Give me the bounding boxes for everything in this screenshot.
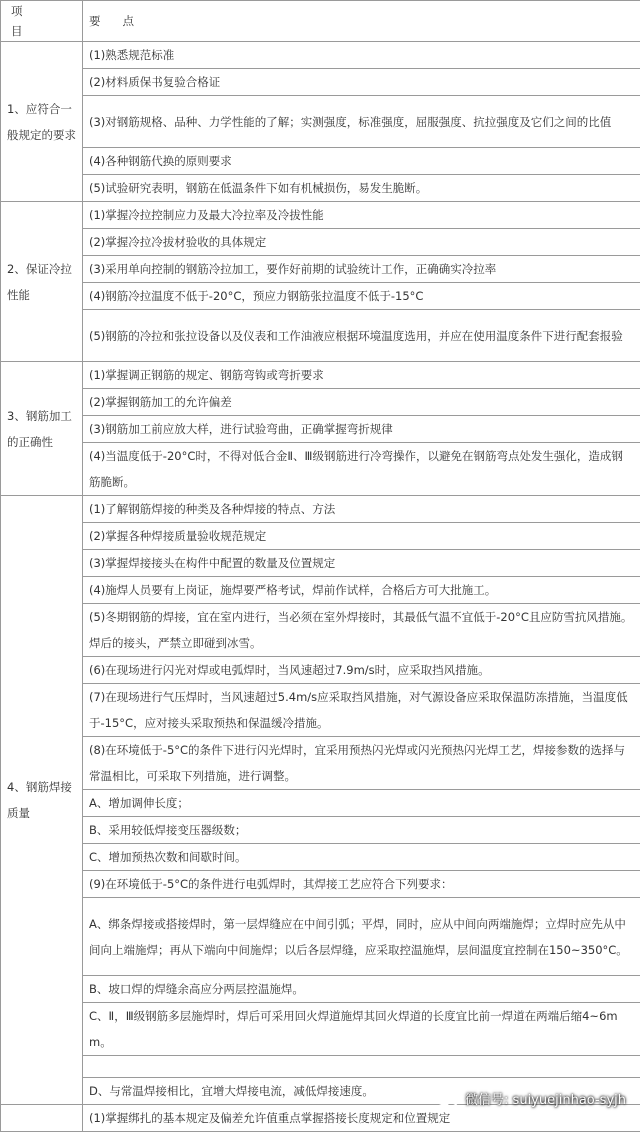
point-cell: (1)掌握冷拉控制应力及最大冷拉率及冷拔性能 (83, 202, 640, 229)
table-row (1, 898, 640, 976)
point-cell: (4)施焊人员要有上岗证，施焊要严格考试，焊前作试样，合格后方可大批施工。 (83, 577, 640, 604)
table-row (1, 496, 640, 523)
section-title (1, 1105, 83, 1132)
table-row (1, 283, 640, 310)
table-row (1, 871, 640, 898)
point-cell: (2)掌握各种焊接质量验收规范规定 (83, 523, 640, 550)
point-cell: (2)材料质保书复验合格证 (83, 69, 640, 96)
point-cell: (4)各种钢筋代换的原则要求 (83, 148, 640, 175)
section-title: 1、应符合一般规定的要求 (1, 42, 83, 202)
point-cell: (2)掌握冷拉冷拔材验收的具体规定 (83, 229, 640, 256)
table-row (1, 256, 640, 283)
point-cell: D、与常温焊接相比，宜增大焊接电流，减低焊接速度。 (83, 1078, 640, 1105)
table-row (1, 684, 640, 737)
table-row (1, 1003, 640, 1056)
section-title: 3、钢筋加工的正确性 (1, 362, 83, 496)
point-cell: C、Ⅱ，Ⅲ级钢筋多层施焊时，焊后可采用回火焊道施焊其回火焊道的长度宜比前一焊道在两端后缩4~6mm。 (83, 1003, 640, 1056)
section-title: 4、钢筋焊接质量 (1, 496, 83, 1105)
point-cell: (1)掌握调正钢筋的规定、钢筋弯钩或弯折要求 (83, 362, 640, 389)
table-row (1, 96, 640, 148)
table-row (1, 817, 640, 844)
header-points: 要点 (83, 1, 640, 42)
point-cell: C、增加预热次数和间歇时间。 (83, 844, 640, 871)
point-cell: (3)采用单向控制的钢筋冷拉加工，要作好前期的试验统计工作，正确确实冷拉率 (83, 256, 640, 283)
table-row (1, 976, 640, 1003)
point-cell: (6)在现场进行闪光对焊或电弧焊时，当风速超过7.9m/s时，应采取挡风措施。 (83, 657, 640, 684)
table-row (1, 737, 640, 790)
table-row (1, 148, 640, 175)
point-cell: B、坡口焊的焊缝余高应分两层控温施焊。 (83, 976, 640, 1003)
table-row (1, 550, 640, 577)
table-row (1, 1105, 640, 1132)
point-cell: (5)钢筋的冷拉和张拉设备以及仪表和工作油液应根据环境温度选用，并应在使用温度条件下进行配套报验 (83, 310, 640, 362)
table-row (1, 202, 640, 229)
table-row (1, 416, 640, 443)
point-cell: A、绑条焊接或搭接焊时，第一层焊缝应在中间引弧；平焊，同时，应从中间向两端施焊；立焊时应先从中间向上端施焊；再从下端向中间施焊；以后各层焊缝，应采取控温施焊，层间温度宜控制在150~350°C。 (83, 898, 640, 976)
table-row (1, 844, 640, 871)
table-header-row (1, 1, 640, 42)
point-cell: A、增加调伸长度； (83, 790, 640, 817)
point-cell: (1)了解钢筋焊接的种类及各种焊接的特点、方法 (83, 496, 640, 523)
table-row (1, 1056, 640, 1078)
wechat-icon (435, 1090, 459, 1108)
table-row (1, 229, 640, 256)
section-title: 2、保证冷拉性能 (1, 202, 83, 362)
table-row (1, 523, 640, 550)
watermark (435, 1089, 626, 1108)
point-cell: (4)当温度低于-20°C时，不得对低合金Ⅱ、Ⅲ级钢筋进行冷弯操作，以避免在钢筋弯点处发生强化，造成钢筋脆断。 (83, 443, 640, 496)
point-cell: (5)试验研究表明，钢筋在低温条件下如有机械损伤，易发生脆断。 (83, 175, 640, 202)
point-cell: (3)掌握焊接接头在构件中配置的数量及位置规定 (83, 550, 640, 577)
table-row (1, 362, 640, 389)
point-cell: (5)冬期钢筋的焊接，宜在室内进行，当必须在室外焊接时，其最低气温不宜低于-20°C且应防雪抗风措施。焊后的接头，严禁立即碰到冰雪。 (83, 604, 640, 657)
table-row (1, 577, 640, 604)
point-cell: (9)在环境低于-5°C的条件进行电弧焊时，其焊接工艺应符合下列要求： (83, 871, 640, 898)
watermark-text: 微信号: suiyuejinhao-syjh (465, 1089, 626, 1108)
point-cell (83, 1056, 640, 1078)
point-cell: (8)在环境低于-5°C的条件下进行闪光焊时，宜采用预热闪光焊或闪光预热闪光焊工艺，焊接参数的选择与常温相比，可采取下列措施，进行调整。 (83, 737, 640, 790)
point-cell: (4)钢筋冷拉温度不低于-20°C，预应力钢筋张拉温度不低于-15°C (83, 283, 640, 310)
table-row (1, 175, 640, 202)
point-cell: (3)钢筋加工前应放大样，进行试验弯曲，正确掌握弯折规律 (83, 416, 640, 443)
header-item: 项目 (1, 1, 83, 42)
point-cell: (1)掌握绑扎的基本规定及偏差允许值重点掌握搭接长度规定和位置规定 (83, 1105, 640, 1132)
table-row (1, 69, 640, 96)
point-cell: B、采用较低焊接变压器级数； (83, 817, 640, 844)
table-row (1, 790, 640, 817)
table-row (1, 443, 640, 496)
table-row (1, 42, 640, 69)
point-cell: (2)掌握钢筋加工的允许偏差 (83, 389, 640, 416)
table-row (1, 389, 640, 416)
table-row (1, 310, 640, 362)
point-cell: (1)熟悉规范标准 (83, 42, 640, 69)
point-cell: (3)对钢筋规格、品种、力学性能的了解；实测强度，标准强度，屈服强度、抗拉强度及它们之间的比值 (83, 96, 640, 148)
point-cell: (7)在现场进行气压焊时，当风速超过5.4m/s应采取挡风措施，对气源设备应采取保温防冻措施，当温度低于-15°C，应对接头采取预热和保温缓冷措施。 (83, 684, 640, 737)
table-row (1, 604, 640, 657)
table-row (1, 657, 640, 684)
